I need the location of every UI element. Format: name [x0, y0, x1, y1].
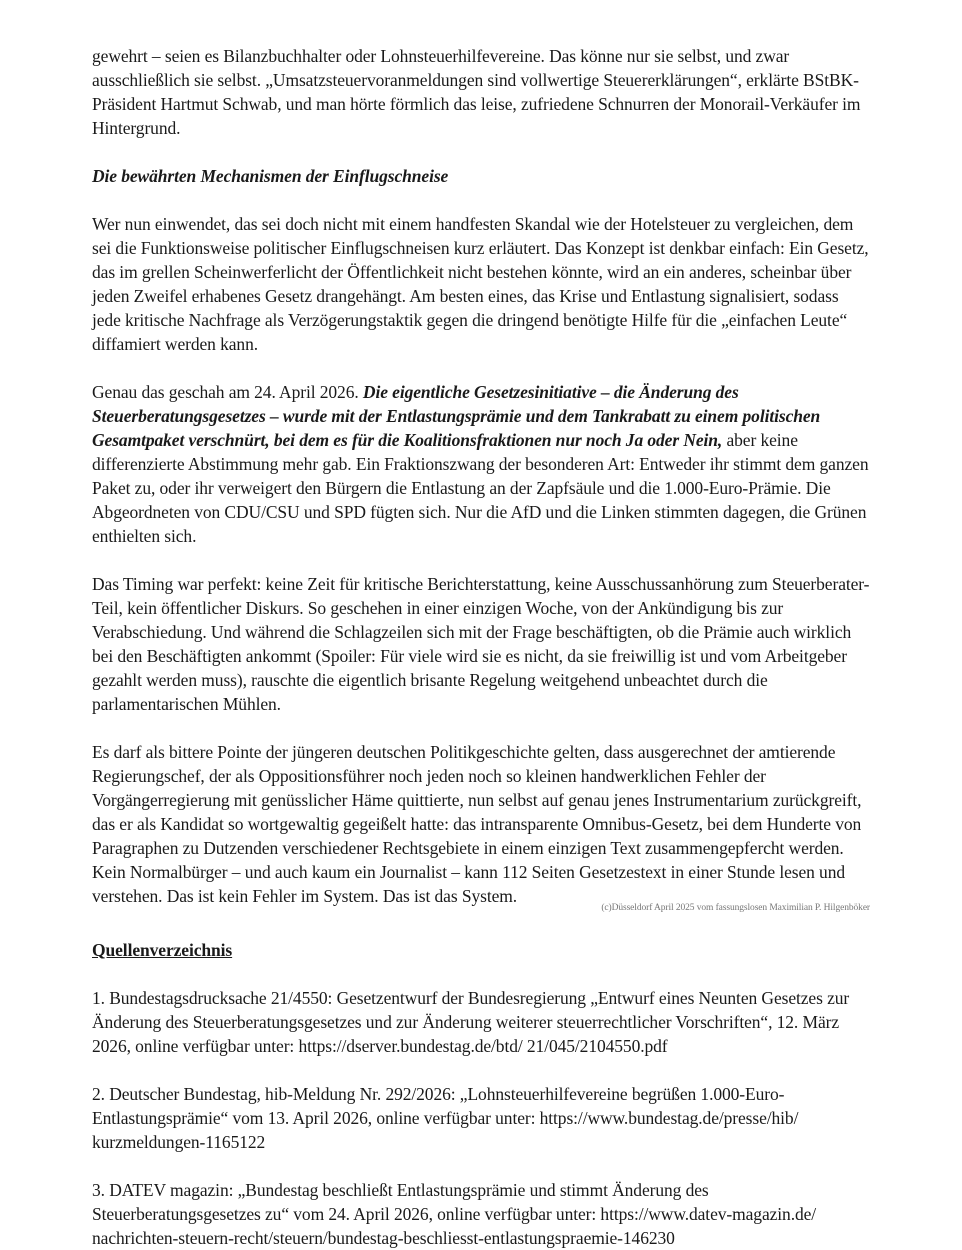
- spacer: [92, 188, 870, 212]
- sources-title: Quellenverzeichnis: [92, 940, 233, 960]
- paragraph-mechanism: Wer nun einwendet, das sei doch nicht mit einem handfesten Skandal wie der Hotelsteuer zu vergleichen, dem sei die Funktionsweise politischer Einflugschneisen kurz erläutert. Das Konzept ist denkbar einfach: Ein Gesetz, das im grellen Scheinwerferlicht der Öffentlichkeit nicht bestehen könnte, wird an ein anderes, scheinbar über jeden Zweifel erhabenes Gesetz drangehängt. Am besten eines, das Krise und Entlastung signalisiert, sodass jede kritische Nachfrage als Verzögerungstaktik gegen die dringend benötigte Hilfe für die „einfachen Leute“ diffamiert werden kann.: [92, 214, 869, 354]
- source-item-2: 2. Deutscher Bundestag, hib-Meldung Nr. 292/2026: „Lohnsteuerhilfevereine begrüßen 1.000-Euro-Entlastungsprämie“ vom 13. April 2026, online verfügbar unter: https://www.bundestag.de/presse/hib/ kurzmeldungen-1165122: [92, 1084, 799, 1152]
- paragraph-timing: Das Timing war perfekt: keine Zeit für kritische Berichterstattung, keine Ausschussanhörung zum Steuerberater-Teil, kein öffentlicher Diskurs. So geschehen in einer einzigen Woche, von der Ankündigung bis zur Verabschiedung. Und während die Schlagzeilen sich mit der Frage beschäftigten, ob die Prämie auch wirklich bei den Beschäftigten ankommt (Spoiler: Für viele wird sie es nicht, da sie freiwillig ist und vom Arbeitgeber gezahlt werden muss), rauschte die eigentlich brisante Regelung weitgehend unbeachtet durch die parlamentarischen Mühlen.: [92, 574, 870, 714]
- paragraph-april: [92, 380, 870, 548]
- spacer: [92, 356, 870, 380]
- paragraph-april-emphasis: Die eigentliche Gesetzesinitiative – die Änderung des Steuerberatungsgesetzes – wurde mit der Entlastungsprämie und dem Tankrabatt zu einem politischen Gesamtpaket verschnürt, bei dem es für die Koalitionsfraktionen nur noch Ja oder Nein,: [92, 382, 821, 450]
- paragraph-pointe: Es darf als bittere Pointe der jüngeren deutschen Politikgeschichte gelten, dass ausgerechnet der amtierende Regierungschef, der als Oppositionsführer noch jeden noch so kleinen handwerklichen Fehler der Vorgängerregierung mit genüsslicher Häme quittierte, nun selbst auf genau jenes Instrumentarium zurückgreift, das er als Kandidat so wortgewaltig gegeißelt hatte: das intransparente Omnibus-Gesetz, bei dem Hunderte von Paragraphen zu Dutzenden verschiedener Rechtsgebiete in einem einzigen Text zusammengepfercht werden. Kein Normalbürger – und auch kaum ein Journalist – kann 112 Seiten Gesetzestext in einer Stunde lesen und verstehen. Das ist kein Fehler im System. Das ist das System.: [92, 742, 862, 906]
- spacer: [92, 914, 870, 938]
- author-credit: (c)Düsseldorf April 2025 vom fassungslosen Maximilian P. Hilgenböker: [601, 903, 870, 913]
- paragraph-intro: gewehrt – seien es Bilanzbuchhalter oder Lohnsteuerhilfevereine. Das könne nur sie selbst, und zwar ausschließlich sie selbst. „Umsatzsteuervoranmeldungen sind vollwertige Steuererklärungen“, erklärte BStBK-Präsident Hartmut Schwab, und man hörte förmlich das leise, zufriedene Schnurren der Monorail-Verkäufer im Hintergrund.: [92, 46, 861, 138]
- spacer: [92, 548, 870, 572]
- source-item-1: 1. Bundestagsdrucksache 21/4550: Gesetzentwurf der Bundesregierung „Entwurf eines Neunten Gesetzes zur Änderung des Steuerberatungsgesetzes und zur Änderung weiterer steuerrechtlicher Vorschriften“, 12. März 2026, online verfügbar unter: https://dserver.bundestag.de/btd/ 21/045/2104550.pdf: [92, 988, 850, 1056]
- spacer: [92, 716, 870, 740]
- section-heading: Die bewährten Mechanismen der Einflugschneise: [92, 166, 449, 186]
- spacer: [92, 140, 870, 164]
- source-item-3: 3. DATEV magazin: „Bundestag beschließt Entlastungsprämie und stimmt Änderung des Steuerberatungsgesetzes zu“ vom 24. April 2026, online verfügbar unter: https://www.datev-magazin.de/ nachrichten-steuern-recht/steuern/bundestag-beschliesst-entlastungspraemie-146230: [92, 1180, 817, 1248]
- spacer: [92, 1058, 870, 1082]
- paragraph-april-lead: Genau das geschah am 24. April 2026.: [92, 382, 363, 402]
- spacer: [92, 1154, 870, 1178]
- paragraph-april-rest: aber keine differenzierte Abstimmung mehr gab. Ein Fraktionszwang der besonderen Art: Entweder ihr stimmt dem ganzen Paket zu, oder ihr verweigert den Bürgern die Entlastung an der Zapfsäule und die 1.000-Euro-Prämie. Die Abgeordneten von CDU/CSU und SPD fügten sich. Nur die AfD und die Linken stimmten dagegen, die Grünen enthielten sich.: [92, 430, 869, 546]
- spacer: [92, 962, 870, 986]
